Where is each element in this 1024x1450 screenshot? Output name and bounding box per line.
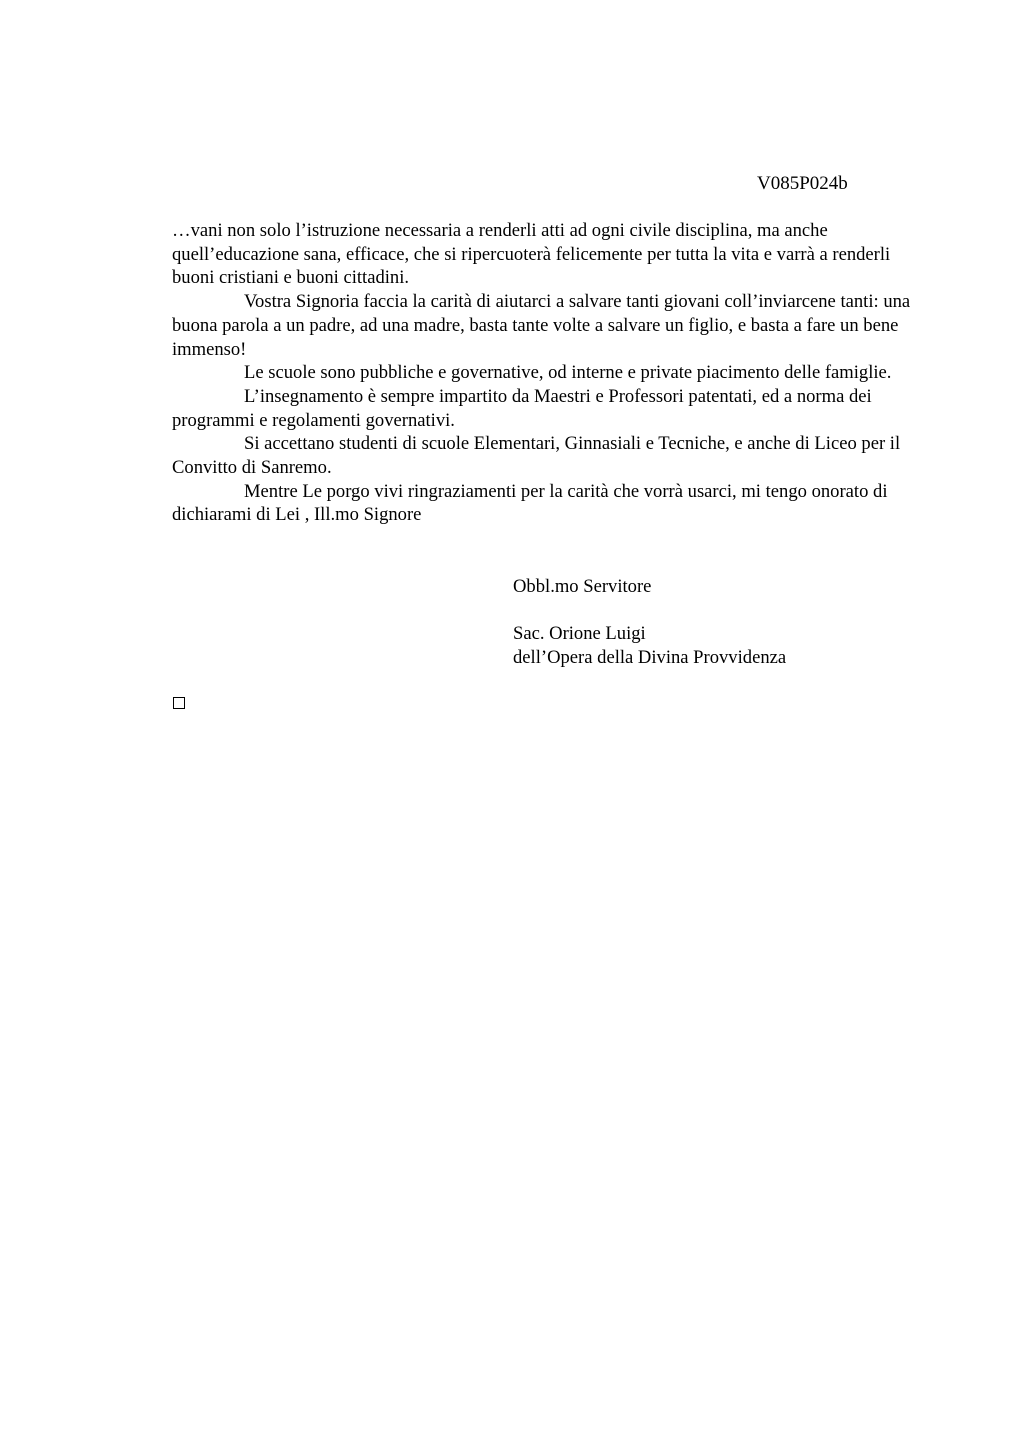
letter-body: [172, 219, 932, 527]
paragraph-students: Si accettano studenti di scuole Elementari, Ginnasiali e Tecniche, e anche di Liceo per il Convitto di Sanremo.: [172, 433, 901, 479]
empty-square-icon: [173, 697, 185, 709]
paragraph-continuation: …vani non solo l’istruzione necessaria a renderli atti ad ogni civile disciplina, ma anche quell’educazione sana, efficace, che si ripercuoterà felicemente per tutta la vita e varrà a renderli buoni cristiani e buoni cittadini.: [172, 220, 891, 289]
signature-name: Sac. Orione Luigi: [513, 623, 646, 644]
paragraph-thanks: Mentre Le porgo vivi ringraziamenti per la carità che vorrà usarci, mi tengo onorato di dichiarami di Lei , Ill.mo Signore: [172, 480, 888, 526]
closing-salutation: Obbl.mo Servitore: [513, 576, 652, 597]
paragraph-schools: Le scuole sono pubbliche e governative, od interne e private piacimento delle famiglie.: [244, 362, 892, 384]
reference-code: V085P024b: [757, 173, 848, 194]
signature-block: [513, 622, 786, 669]
signature-organization: dell’Opera della Divina Provvidenza: [513, 646, 787, 668]
paragraph-teaching: L’insegnamento è sempre impartito da Maestri e Professori patentati, ed a norma dei programmi e regolamenti governativi.: [172, 385, 872, 431]
paragraph-charity-request: Vostra Signoria faccia la carità di aiutarci a salvare tanti giovani coll’inviarcene tanti: una buona parola a un padre, ad una madre, basta tante volte a salvare un figlio, e basta a fare un bene immenso!: [172, 291, 911, 360]
